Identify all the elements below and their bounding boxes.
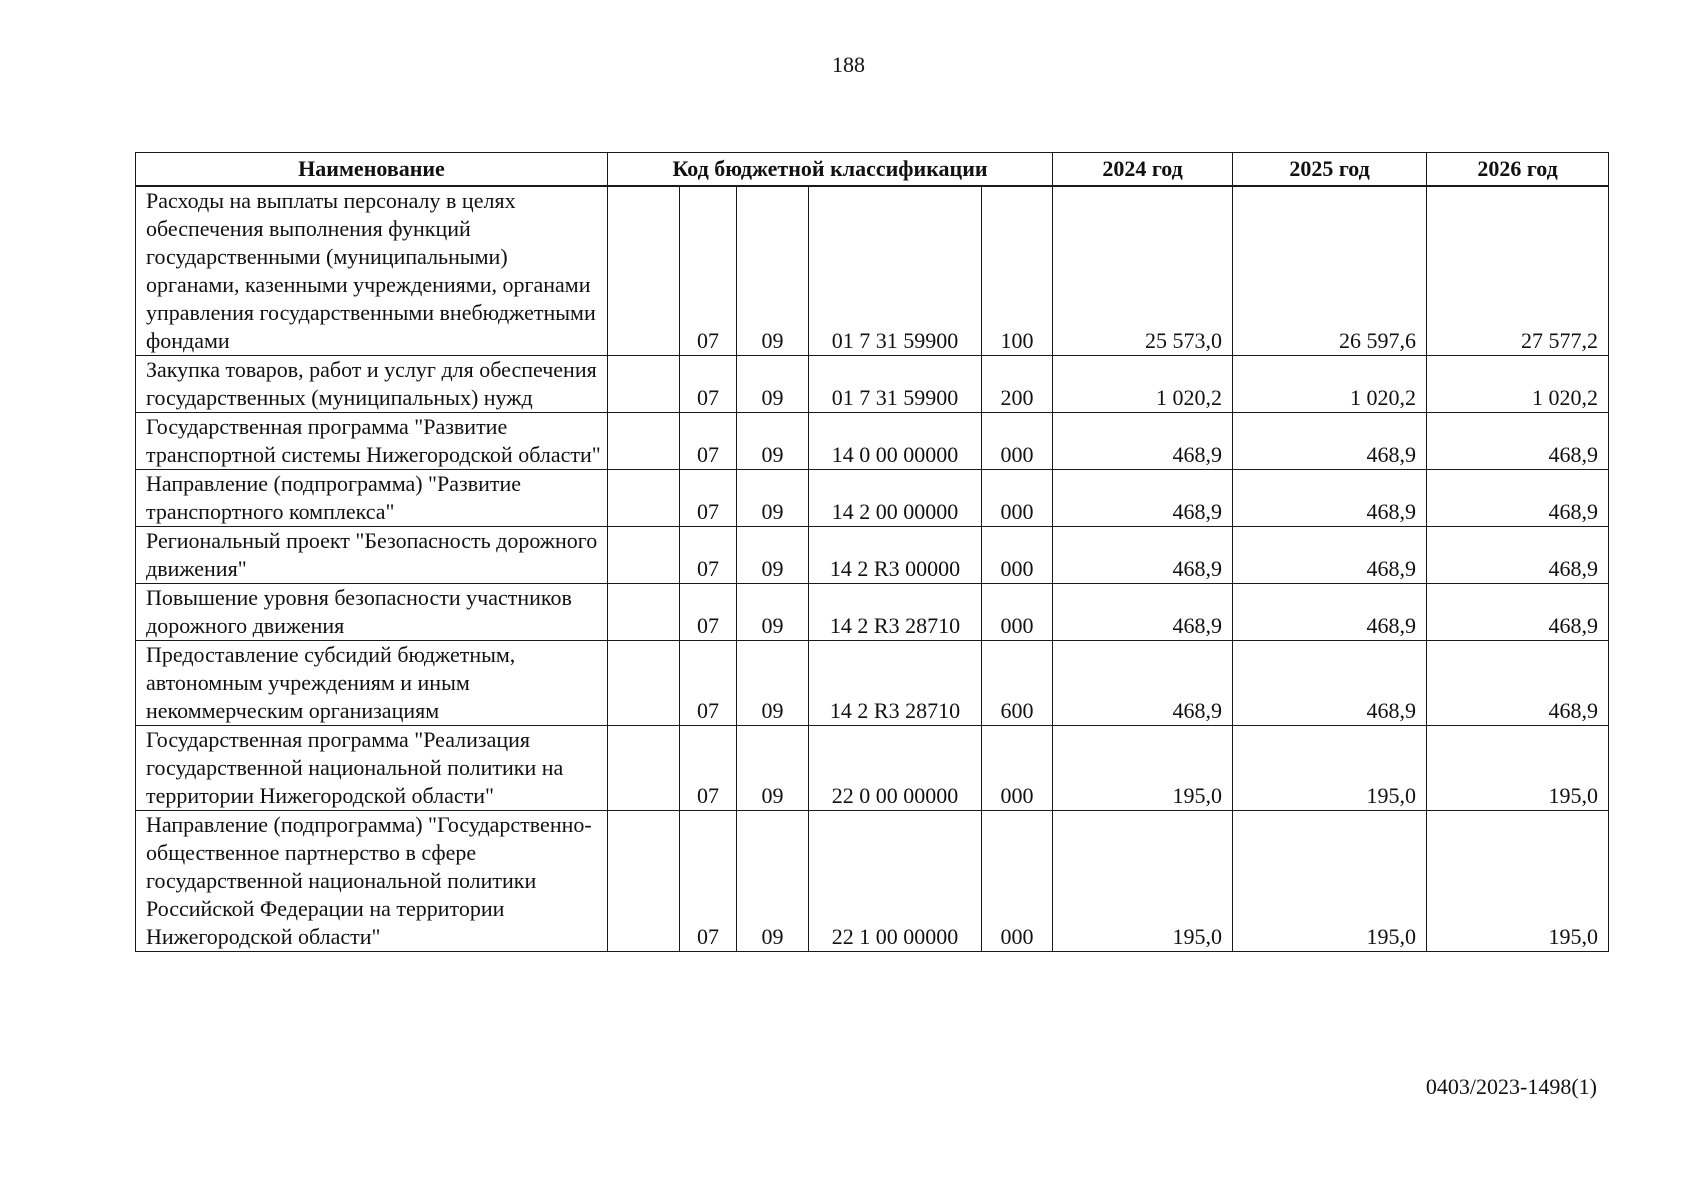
row-expense-type-cell: 000 — [982, 527, 1053, 584]
row-subsection-code-cell: 09 — [737, 527, 809, 584]
row-subsection-code-cell: 09 — [737, 726, 809, 811]
row-amount-2024-cell: 468,9 — [1053, 470, 1233, 527]
row-code-a-cell — [608, 413, 680, 470]
row-amount-2026-cell: 195,0 — [1427, 726, 1609, 811]
row-name-cell: Закупка товаров, работ и услуг для обеспечения государственных (муниципальных) нужд — [136, 356, 608, 413]
row-expense-type-cell: 200 — [982, 356, 1053, 413]
row-code-a-cell — [608, 356, 680, 413]
row-code-a-cell — [608, 470, 680, 527]
row-expense-type-cell: 600 — [982, 641, 1053, 726]
table-row — [136, 726, 1609, 811]
row-name-cell: Повышение уровня безопасности участников дорожного движения — [136, 584, 608, 641]
row-target-code-cell: 01 7 31 59900 — [809, 186, 982, 356]
row-name-cell: Направление (подпрограмма) "Государственно-общественное партнерство в сфере государственной национальной политики Российской Федерации на территории Нижегородской области" — [136, 811, 608, 952]
row-amount-2026-cell: 195,0 — [1427, 811, 1609, 952]
row-target-code-cell: 14 2 R3 28710 — [809, 641, 982, 726]
row-amount-2025-cell: 1 020,2 — [1233, 356, 1427, 413]
row-name-cell: Государственная программа "Развитие транспортной системы Нижегородской области" — [136, 413, 608, 470]
row-amount-2025-cell: 468,9 — [1233, 584, 1427, 641]
row-amount-2025-cell: 468,9 — [1233, 641, 1427, 726]
row-target-code-cell: 22 0 00 00000 — [809, 726, 982, 811]
header-2026: 2026 год — [1427, 153, 1609, 187]
document-id: 0403/2023-1498(1) — [1425, 1074, 1597, 1099]
row-amount-2024-cell: 25 573,0 — [1053, 186, 1233, 356]
row-amount-2026-cell: 468,9 — [1427, 413, 1609, 470]
row-name-cell: Государственная программа "Реализация государственной национальной политики на территории Нижегородской области" — [136, 726, 608, 811]
row-subsection-code-cell: 09 — [737, 584, 809, 641]
table-header-row — [136, 153, 1609, 187]
table-row — [136, 470, 1609, 527]
row-section-code-cell: 07 — [680, 811, 737, 952]
row-code-a-cell — [608, 641, 680, 726]
row-target-code-cell: 14 0 00 00000 — [809, 413, 982, 470]
row-section-code-cell: 07 — [680, 356, 737, 413]
row-amount-2025-cell: 195,0 — [1233, 726, 1427, 811]
row-amount-2026-cell: 468,9 — [1427, 641, 1609, 726]
row-section-code-cell: 07 — [680, 726, 737, 811]
row-subsection-code-cell: 09 — [737, 356, 809, 413]
row-target-code-cell: 14 2 R3 00000 — [809, 527, 982, 584]
table-row — [136, 356, 1609, 413]
row-amount-2026-cell: 468,9 — [1427, 527, 1609, 584]
row-subsection-code-cell: 09 — [737, 641, 809, 726]
row-expense-type-cell: 000 — [982, 811, 1053, 952]
row-amount-2025-cell: 468,9 — [1233, 470, 1427, 527]
row-target-code-cell: 22 1 00 00000 — [809, 811, 982, 952]
row-subsection-code-cell: 09 — [737, 413, 809, 470]
table-row — [136, 527, 1609, 584]
row-name-cell: Региональный проект "Безопасность дорожного движения" — [136, 527, 608, 584]
row-amount-2026-cell: 468,9 — [1427, 470, 1609, 527]
row-amount-2024-cell: 468,9 — [1053, 584, 1233, 641]
row-code-a-cell — [608, 527, 680, 584]
row-amount-2025-cell: 195,0 — [1233, 811, 1427, 952]
table-row — [136, 584, 1609, 641]
row-amount-2026-cell: 27 577,2 — [1427, 186, 1609, 356]
row-section-code-cell: 07 — [680, 584, 737, 641]
header-name: Наименование — [136, 153, 608, 187]
row-expense-type-cell: 000 — [982, 413, 1053, 470]
row-target-code-cell: 14 2 R3 28710 — [809, 584, 982, 641]
row-subsection-code-cell: 09 — [737, 470, 809, 527]
row-name-cell: Предоставление субсидий бюджетным, автономным учреждениям и иным некоммерческим организациям — [136, 641, 608, 726]
page-number: 188 — [832, 52, 865, 77]
row-amount-2024-cell: 195,0 — [1053, 726, 1233, 811]
row-amount-2024-cell: 1 020,2 — [1053, 356, 1233, 413]
row-code-a-cell — [608, 811, 680, 952]
row-expense-type-cell: 000 — [982, 726, 1053, 811]
table-row — [136, 413, 1609, 470]
row-expense-type-cell: 000 — [982, 470, 1053, 527]
header-code: Код бюджетной классификации — [608, 153, 1053, 187]
header-2024: 2024 год — [1053, 153, 1233, 187]
row-amount-2024-cell: 195,0 — [1053, 811, 1233, 952]
row-amount-2025-cell: 468,9 — [1233, 413, 1427, 470]
row-code-a-cell — [608, 726, 680, 811]
row-amount-2025-cell: 26 597,6 — [1233, 186, 1427, 356]
row-expense-type-cell: 100 — [982, 186, 1053, 356]
row-target-code-cell: 14 2 00 00000 — [809, 470, 982, 527]
row-expense-type-cell: 000 — [982, 584, 1053, 641]
row-section-code-cell: 07 — [680, 641, 737, 726]
table-row — [136, 811, 1609, 952]
row-amount-2024-cell: 468,9 — [1053, 527, 1233, 584]
row-name-cell: Направление (подпрограмма) "Развитие транспортного комплекса" — [136, 470, 608, 527]
row-section-code-cell: 07 — [680, 527, 737, 584]
row-target-code-cell: 01 7 31 59900 — [809, 356, 982, 413]
row-section-code-cell: 07 — [680, 186, 737, 356]
table-row — [136, 186, 1609, 356]
table-body — [136, 186, 1609, 952]
row-name-cell: Расходы на выплаты персоналу в целях обеспечения выполнения функций государственными (муниципальными) органами, казенными учреждениями, органами управления государственными внебюджетными фондами — [136, 186, 608, 356]
row-amount-2025-cell: 468,9 — [1233, 527, 1427, 584]
header-2025: 2025 год — [1233, 153, 1427, 187]
row-amount-2024-cell: 468,9 — [1053, 413, 1233, 470]
row-subsection-code-cell: 09 — [737, 186, 809, 356]
budget-table — [135, 152, 1609, 952]
row-amount-2024-cell: 468,9 — [1053, 641, 1233, 726]
row-code-a-cell — [608, 584, 680, 641]
row-section-code-cell: 07 — [680, 413, 737, 470]
row-amount-2026-cell: 1 020,2 — [1427, 356, 1609, 413]
row-subsection-code-cell: 09 — [737, 811, 809, 952]
row-code-a-cell — [608, 186, 680, 356]
row-section-code-cell: 07 — [680, 470, 737, 527]
row-amount-2026-cell: 468,9 — [1427, 584, 1609, 641]
table-row — [136, 641, 1609, 726]
